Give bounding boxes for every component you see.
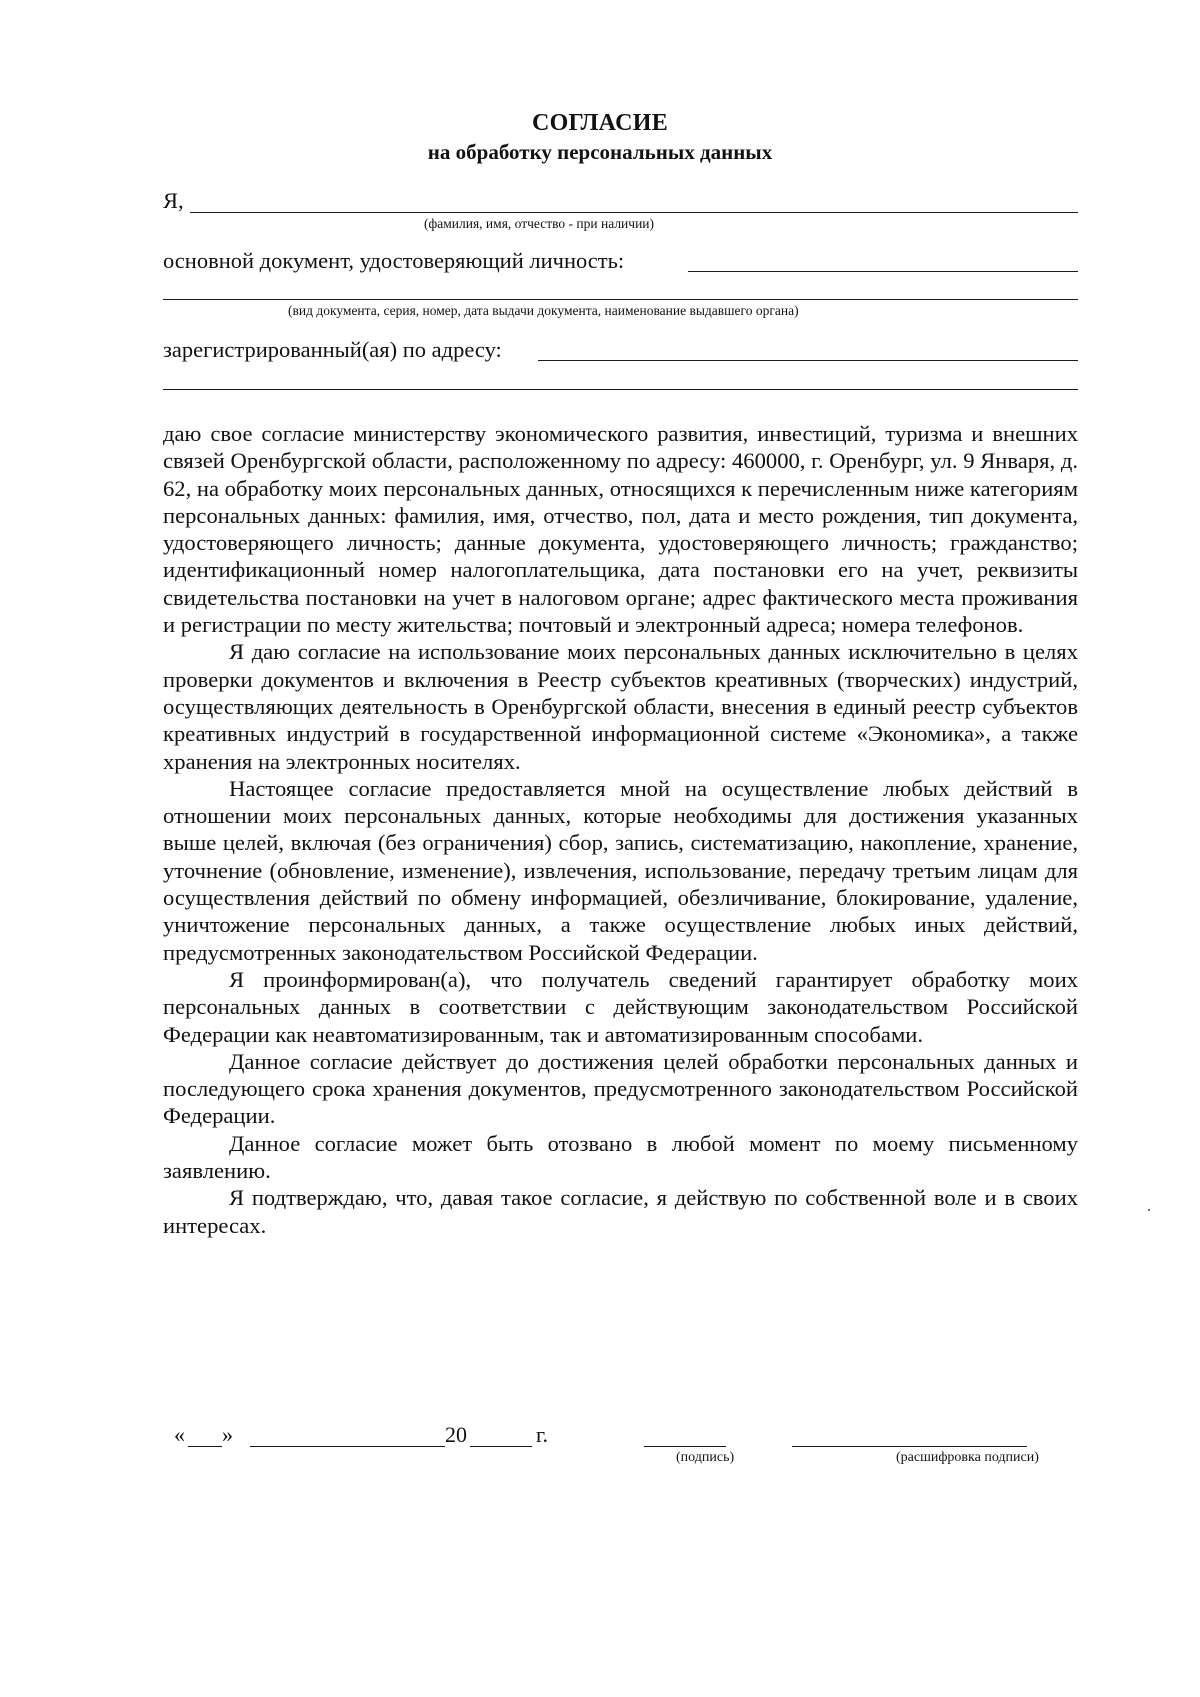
scan-speck [1148, 1209, 1150, 1211]
paragraph-purpose: Я даю согласие на использование моих персональных данных исключительно в целях проверки документов и включения в Реестр субъектов креативных (творческих) индустрий, осуществляющих деятельность в Оренбургской области, внесения в единый реестр субъектов креативных индустрий в государственной информационной системе «Экономика», а также хранения на электронных носителях. [163, 639, 1078, 774]
document-title: СОГЛАСИЕ [531, 110, 669, 136]
date-day-line[interactable] [188, 1446, 222, 1447]
address-field-line-2[interactable] [163, 389, 1078, 390]
signature-line[interactable] [644, 1446, 726, 1447]
date-year-prefix: 20 [445, 1422, 467, 1447]
document-subtitle: на обработку персональных данных [427, 140, 773, 164]
date-month-line[interactable] [250, 1446, 445, 1447]
date-close-quote: » [222, 1422, 233, 1447]
address-field-line[interactable] [538, 360, 1078, 361]
document-label: основной документ, удостоверяющий личность: [163, 248, 625, 273]
paragraph-consent-recipient: даю свое согласие министерству экономического развития, инвестиций, туризма и внешних связей Оренбургской области, расположенному по адресу: 460000, г. Оренбург, ул. 9 Января, д. 62, на обработку моих персональных данных, относящихся к перечисленным ниже категориям персональных данных: фамилия, имя, отчество, пол, дата и место рождения, тип документа, удостоверяющего личность; данные документа, удостоверяющего личность; гражданство; идентификационный номер налогоплательщика, дата постановки его на учет, реквизиты свидетельства постановки на учет в налоговом органе; адрес фактического места проживания и регистрации по месту жительства; почтовый и электронный адреса; номера телефонов. [163, 421, 1078, 638]
document-field-line[interactable] [688, 271, 1078, 272]
paragraph-actions: Настоящее согласие предоставляется мной на осуществление любых действий в отношении моих персональных данных, которые необходимы для достижения указанных выше целей, включая (без ограничения) сбор, запись, систематизацию, накопление, хранение, уточнение (обновление, изменение), извлечения, использование, передачу третьим лицам для осуществления действий по обмену информацией, обезличивание, блокирование, удаление, уничтожение персональных данных, а также осуществление любых иных действий, предусмотренных законодательством Российской Федерации. [163, 775, 1078, 965]
address-label: зарегистрированный(ая) по адресу: [163, 337, 502, 362]
paragraph-revocation: Данное согласие может быть отозвано в любой момент по моему письменному заявлению. [163, 1130, 1078, 1184]
paragraph-informed: Я проинформирован(а), что получатель сведений гарантирует обработку моих персональных данных в соответствии с действующим законодательством Российской Федерации как неавтоматизированным, так и автоматизированным способами. [163, 966, 1078, 1047]
consent-body [163, 420, 1078, 1239]
paragraph-confirmation: Я подтверждаю, что, давая такое согласие, я действую по собственной воле и в своих интересах. [163, 1185, 1078, 1238]
name-prefix: Я, [163, 188, 184, 213]
date-open-quote: « [174, 1422, 185, 1447]
date-year-suffix: г. [536, 1422, 549, 1447]
name-hint: (фамилия, имя, отчество - при наличии) [424, 216, 655, 231]
document-field-line-2[interactable] [163, 299, 1078, 300]
date-year-line[interactable] [470, 1446, 532, 1447]
paragraph-validity: Данное согласие действует до достижения целей обработки персональных данных и последующего срока хранения документов, предусмотренного законодательством Российской Федерации. [163, 1048, 1078, 1129]
signature-decode-hint: (расшифровка подписи) [896, 1450, 1039, 1465]
signature-hint: (подпись) [676, 1450, 735, 1465]
signature-decode-line[interactable] [792, 1446, 1027, 1447]
name-field-line[interactable] [190, 212, 1078, 213]
document-hint: (вид документа, серия, номер, дата выдачи документа, наименование выдавшего органа) [288, 303, 799, 318]
